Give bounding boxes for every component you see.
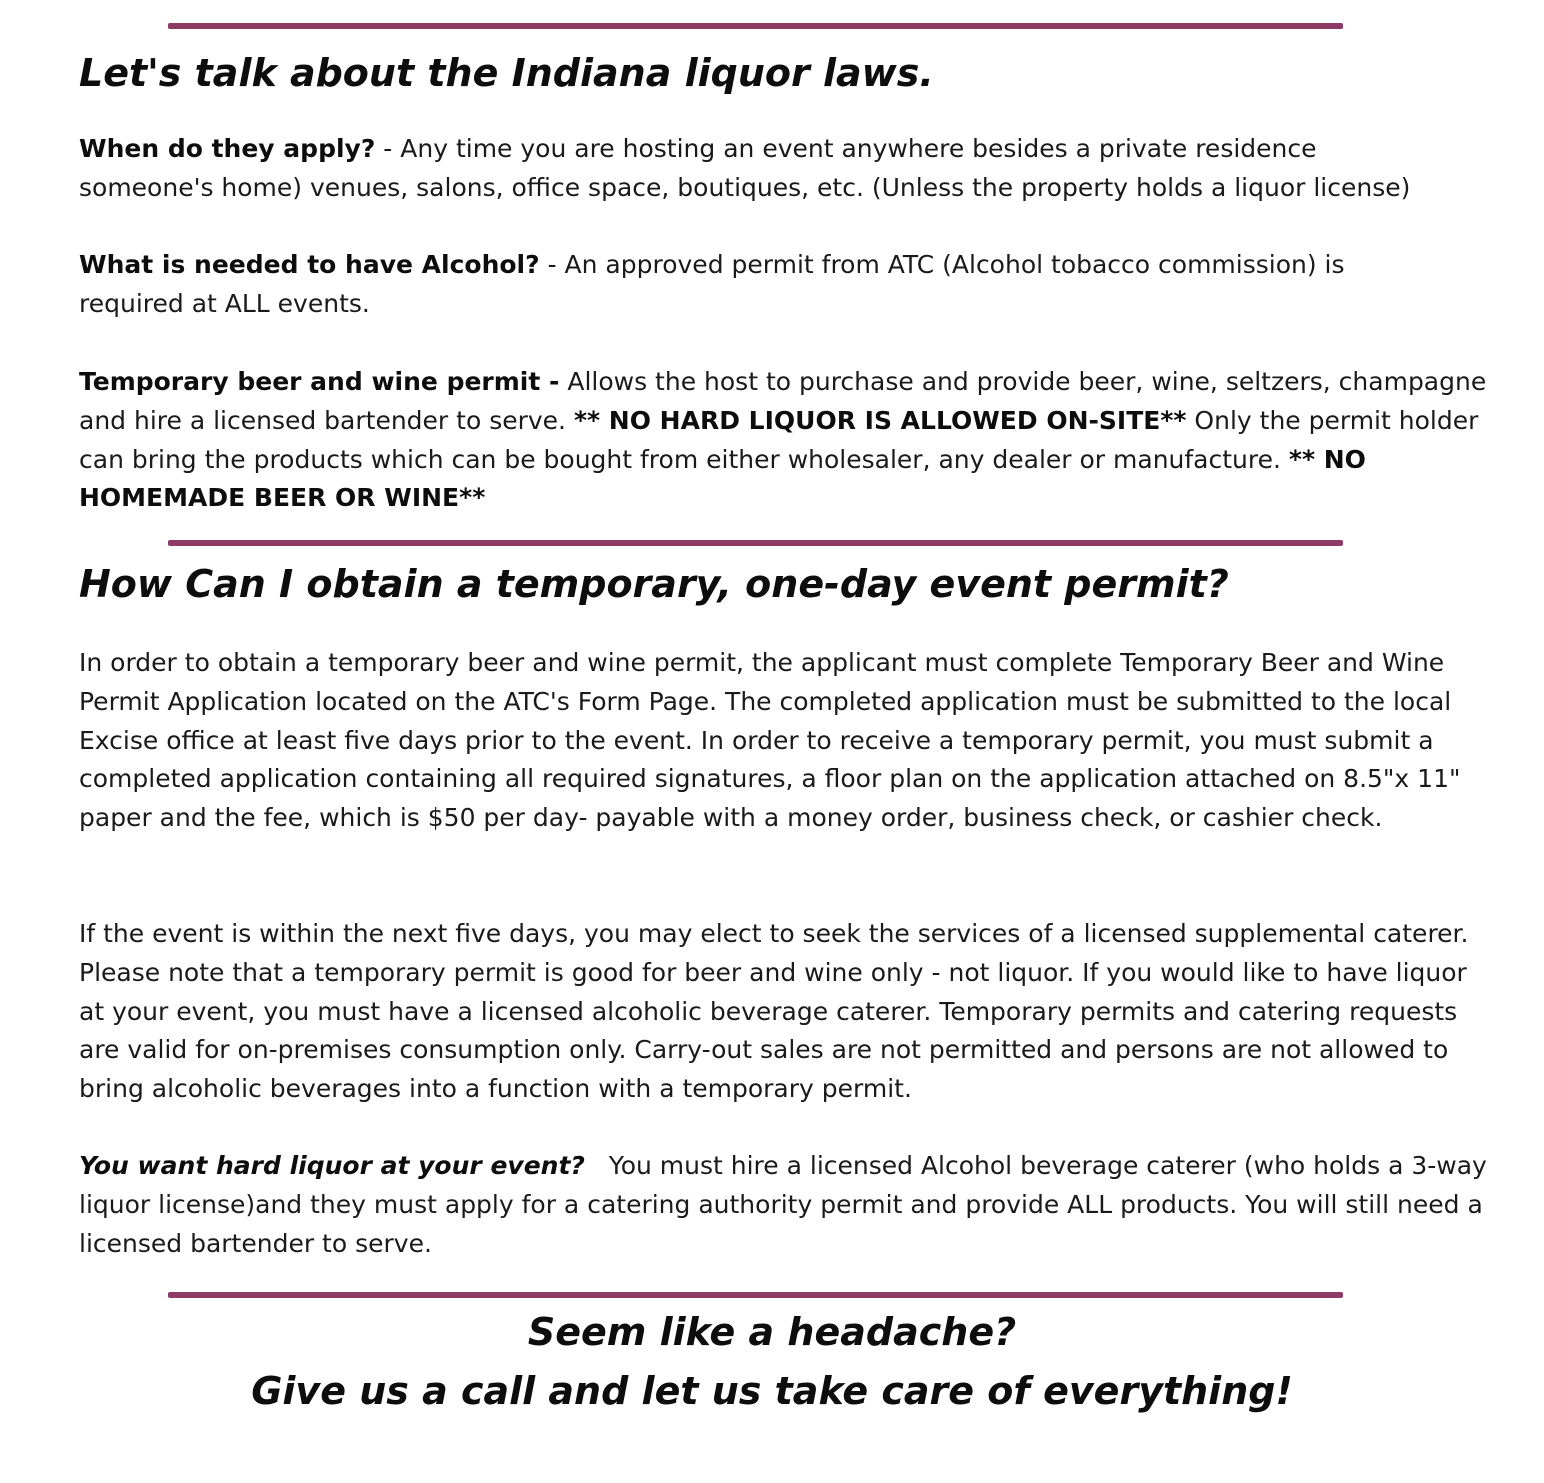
section1-heading: Let's talk about the Indiana liquor laws. [79, 51, 934, 95]
when-apply-paragraph [79, 130, 1499, 208]
no-hard-liquor-warning: ** NO HARD LIQUOR IS ALLOWED ON-SITE** [573, 405, 1187, 435]
when-apply-text-line1: - Any time you are hosting an event anywhere besides a private residence [375, 134, 1317, 163]
hard-liquor-text: You must hire a licensed Alcohol beverage caterer (who holds a 3-way liquor license)and they must apply for a catering authority permit and provide ALL products. You will still need a licensed bartender to serve. [79, 1151, 1495, 1258]
hard-liquor-label: You want hard liquor at your event? [79, 1151, 585, 1180]
next-five-days-paragraph: If the event is within the next five days, you may elect to seek the services of a licensed supplemental caterer. Please note that a temporary permit is good for beer and wine only - not liquor. If you would like to have liquor at your event, you must have a licensed alcoholic beverage caterer. Temporary permits and catering requests are valid for on-premises consumption only. Carry-out sales are not permitted and persons are not allowed to bring alcoholic beverages into a function with a temporary permit. [79, 919, 1469, 1104]
temporary-permit-paragraph [79, 363, 1499, 518]
closing-line1: Seem like a headache? [527, 1310, 1017, 1354]
middle-divider [168, 540, 1343, 546]
section2-heading: How Can I obtain a temporary, one-day event permit? [79, 562, 1229, 606]
hard-liquor-paragraph [79, 1147, 1499, 1263]
no-homemade-warning: ** NO HOMEMADE BEER OR WINE** [79, 444, 1366, 513]
alcohol-needed-label: What is needed to have Alcohol? [79, 250, 540, 279]
top-divider [168, 23, 1343, 29]
when-apply-text-line2: someone's home) venues, salons, office space, boutiques, etc. (Unless the property holds a liquor license) [79, 172, 1411, 202]
when-apply-label: When do they apply? [79, 134, 376, 163]
temporary-permit-text1: Allows the host to purchase and provide beer, wine, seltzers, champagne and hire a licensed bartender to serve. [79, 367, 1487, 435]
alcohol-needed-paragraph [79, 246, 1409, 324]
obtain-permit-paragraph: In order to obtain a temporary beer and wine permit, the applicant must complete Temporary Beer and Wine Permit Application located on the ATC's Form Page. The completed application must be submitted to the local Excise office at least five days prior to the event. In order to receive a temporary permit, you must submit a completed application containing all required signatures, a floor plan on the application attached on 8.5"x 11" paper and the fee, which is $50 per day- payable with a money order, business check, or cashier check. [79, 648, 1461, 833]
alcohol-needed-text: - An approved permit from ATC (Alcohol tobacco commission) is required at ALL events. [79, 250, 1345, 318]
temporary-permit-text2: Only the permit holder can bring the products which can be bought from either wholesaler, any dealer or manufacture. [79, 405, 1479, 474]
closing-line2: Give us a call and let us take care of everything! [251, 1369, 1293, 1413]
bottom-divider [168, 1292, 1343, 1298]
temporary-permit-label: Temporary beer and wine permit - [79, 367, 560, 396]
